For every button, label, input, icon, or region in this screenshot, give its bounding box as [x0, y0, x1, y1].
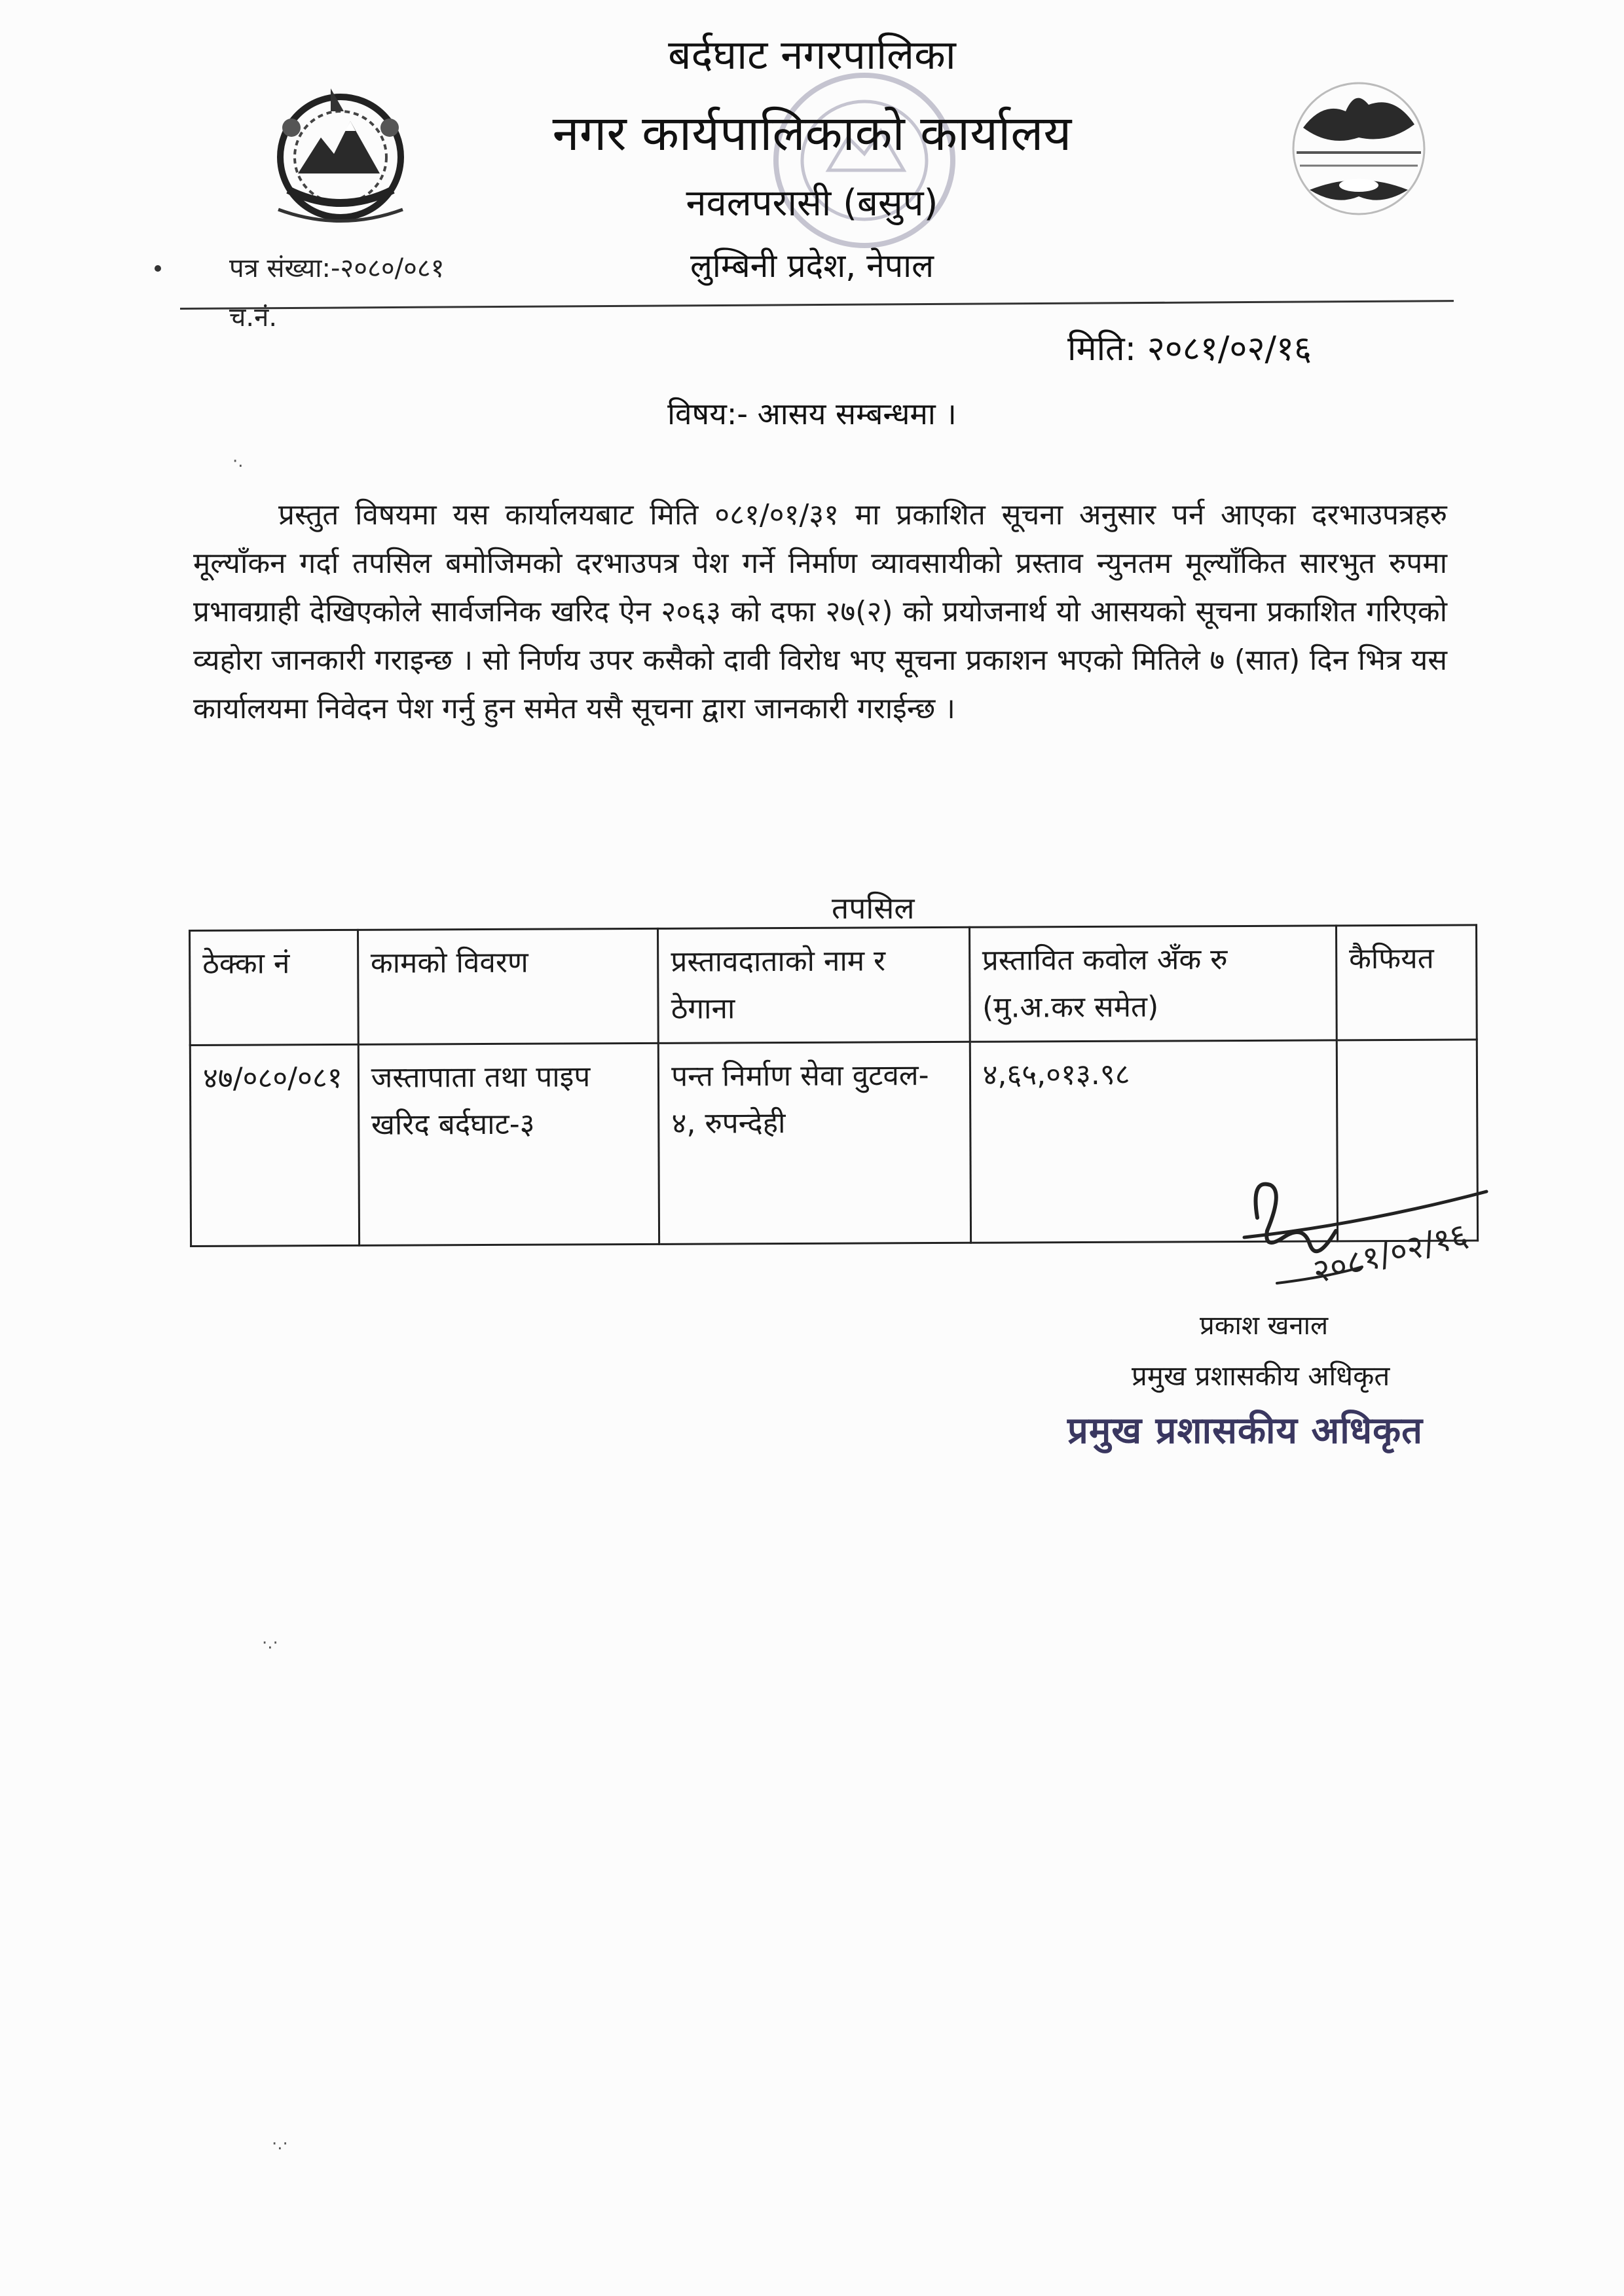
letter-subject: विषय:- आसय सम्बन्धमा । — [667, 396, 957, 431]
designation-stamp: प्रमुख प्रशासकीय अधिकृत — [1067, 1410, 1424, 1452]
municipality-name: बर्दघाट नगरपालिका — [668, 31, 956, 79]
signatory-name: प्रकाश खनाल — [1200, 1311, 1329, 1341]
letter-date: मिति: २०८१/०२/१६ — [1067, 329, 1312, 369]
margin-dot — [155, 265, 161, 272]
cell-contract-no: ४७/०८०/०८१ — [190, 1044, 359, 1246]
header-remarks: कैफियत — [1336, 925, 1477, 1040]
header-amount: प्रस्तावित कवोल अँक रु (मु.अ.कर समेत) — [969, 926, 1337, 1042]
table-caption: तपसिल — [832, 890, 915, 926]
cell-bidder: पन्त निर्माण सेवा वुटवल- ४, रुपन्देही — [658, 1042, 970, 1244]
header-divider — [180, 300, 1454, 310]
scan-speck: ·.· — [272, 2134, 288, 2154]
signature-date: २०८१/०२/१६ — [1308, 1215, 1472, 1291]
scan-speck: ·. — [232, 452, 244, 471]
scan-speck: ·.· — [262, 1633, 278, 1653]
office-name: नगर कार्यपालिकाको कार्यालय — [552, 105, 1072, 162]
header-contract-no: ठेक्का नं — [190, 930, 358, 1045]
cell-amount: ४,६५,०१३.९८ — [970, 1040, 1338, 1243]
letter-body: प्रस्तुत विषयमा यस कार्यालयबाट मिति ०८१/०१/३१ मा प्रकाशित सूचना अनुसार पर्न आएका दरभाउपत्रहरु मूल्यॉंकन गर्दा तपसिल बमोजिमको दरभाउपत्र पेश गर्ने निर्माण व्यावसायीको प्रस्ताव न्युनतम मूल्यॉंकित सारभुत रुपमा प्रभावग्राही देखिएकोले सार्वजनिक खरिद ऐन २०६३ को दफा २७(२) को प्रयोजनार्थ यो आसयको सूचना प्रकाशित गरिएको व्यहोरा जानकारी गराइन्छ । सो निर्णय उपर कसैको दावी विरोध भए सूचना प्रकाशन भएको मितिले ७ (सात) दिन भित्र यस कार्यालयमा निवेदन पेश गर्नु हुन समेत यसै सूचना द्वारा जानकारी गराईन्छ । — [193, 498, 1447, 725]
municipality-logo-icon — [1283, 75, 1434, 223]
table-header-row — [190, 925, 1477, 1046]
header-description: कामको विवरण — [358, 928, 658, 1044]
district-name: नवलपरासी (बसुप) — [686, 182, 938, 225]
province-name: लुम्बिनी प्रदेश, नेपाल — [690, 247, 934, 285]
header-bidder: प्रस्तावदाताको नाम र ठेगाना — [658, 927, 970, 1043]
cell-description: जस्तापाता तथा पाइप खरिद बर्दघाट-३ — [358, 1043, 659, 1245]
handwritten-signature — [1231, 1152, 1506, 1322]
dispatch-number: च.नं. — [229, 302, 278, 333]
letter-number: पत्र संख्या:-२०८०/०८१ — [229, 253, 445, 283]
signatory-title: प्रमुख प्रशासकीय अधिकृत — [1132, 1360, 1390, 1392]
